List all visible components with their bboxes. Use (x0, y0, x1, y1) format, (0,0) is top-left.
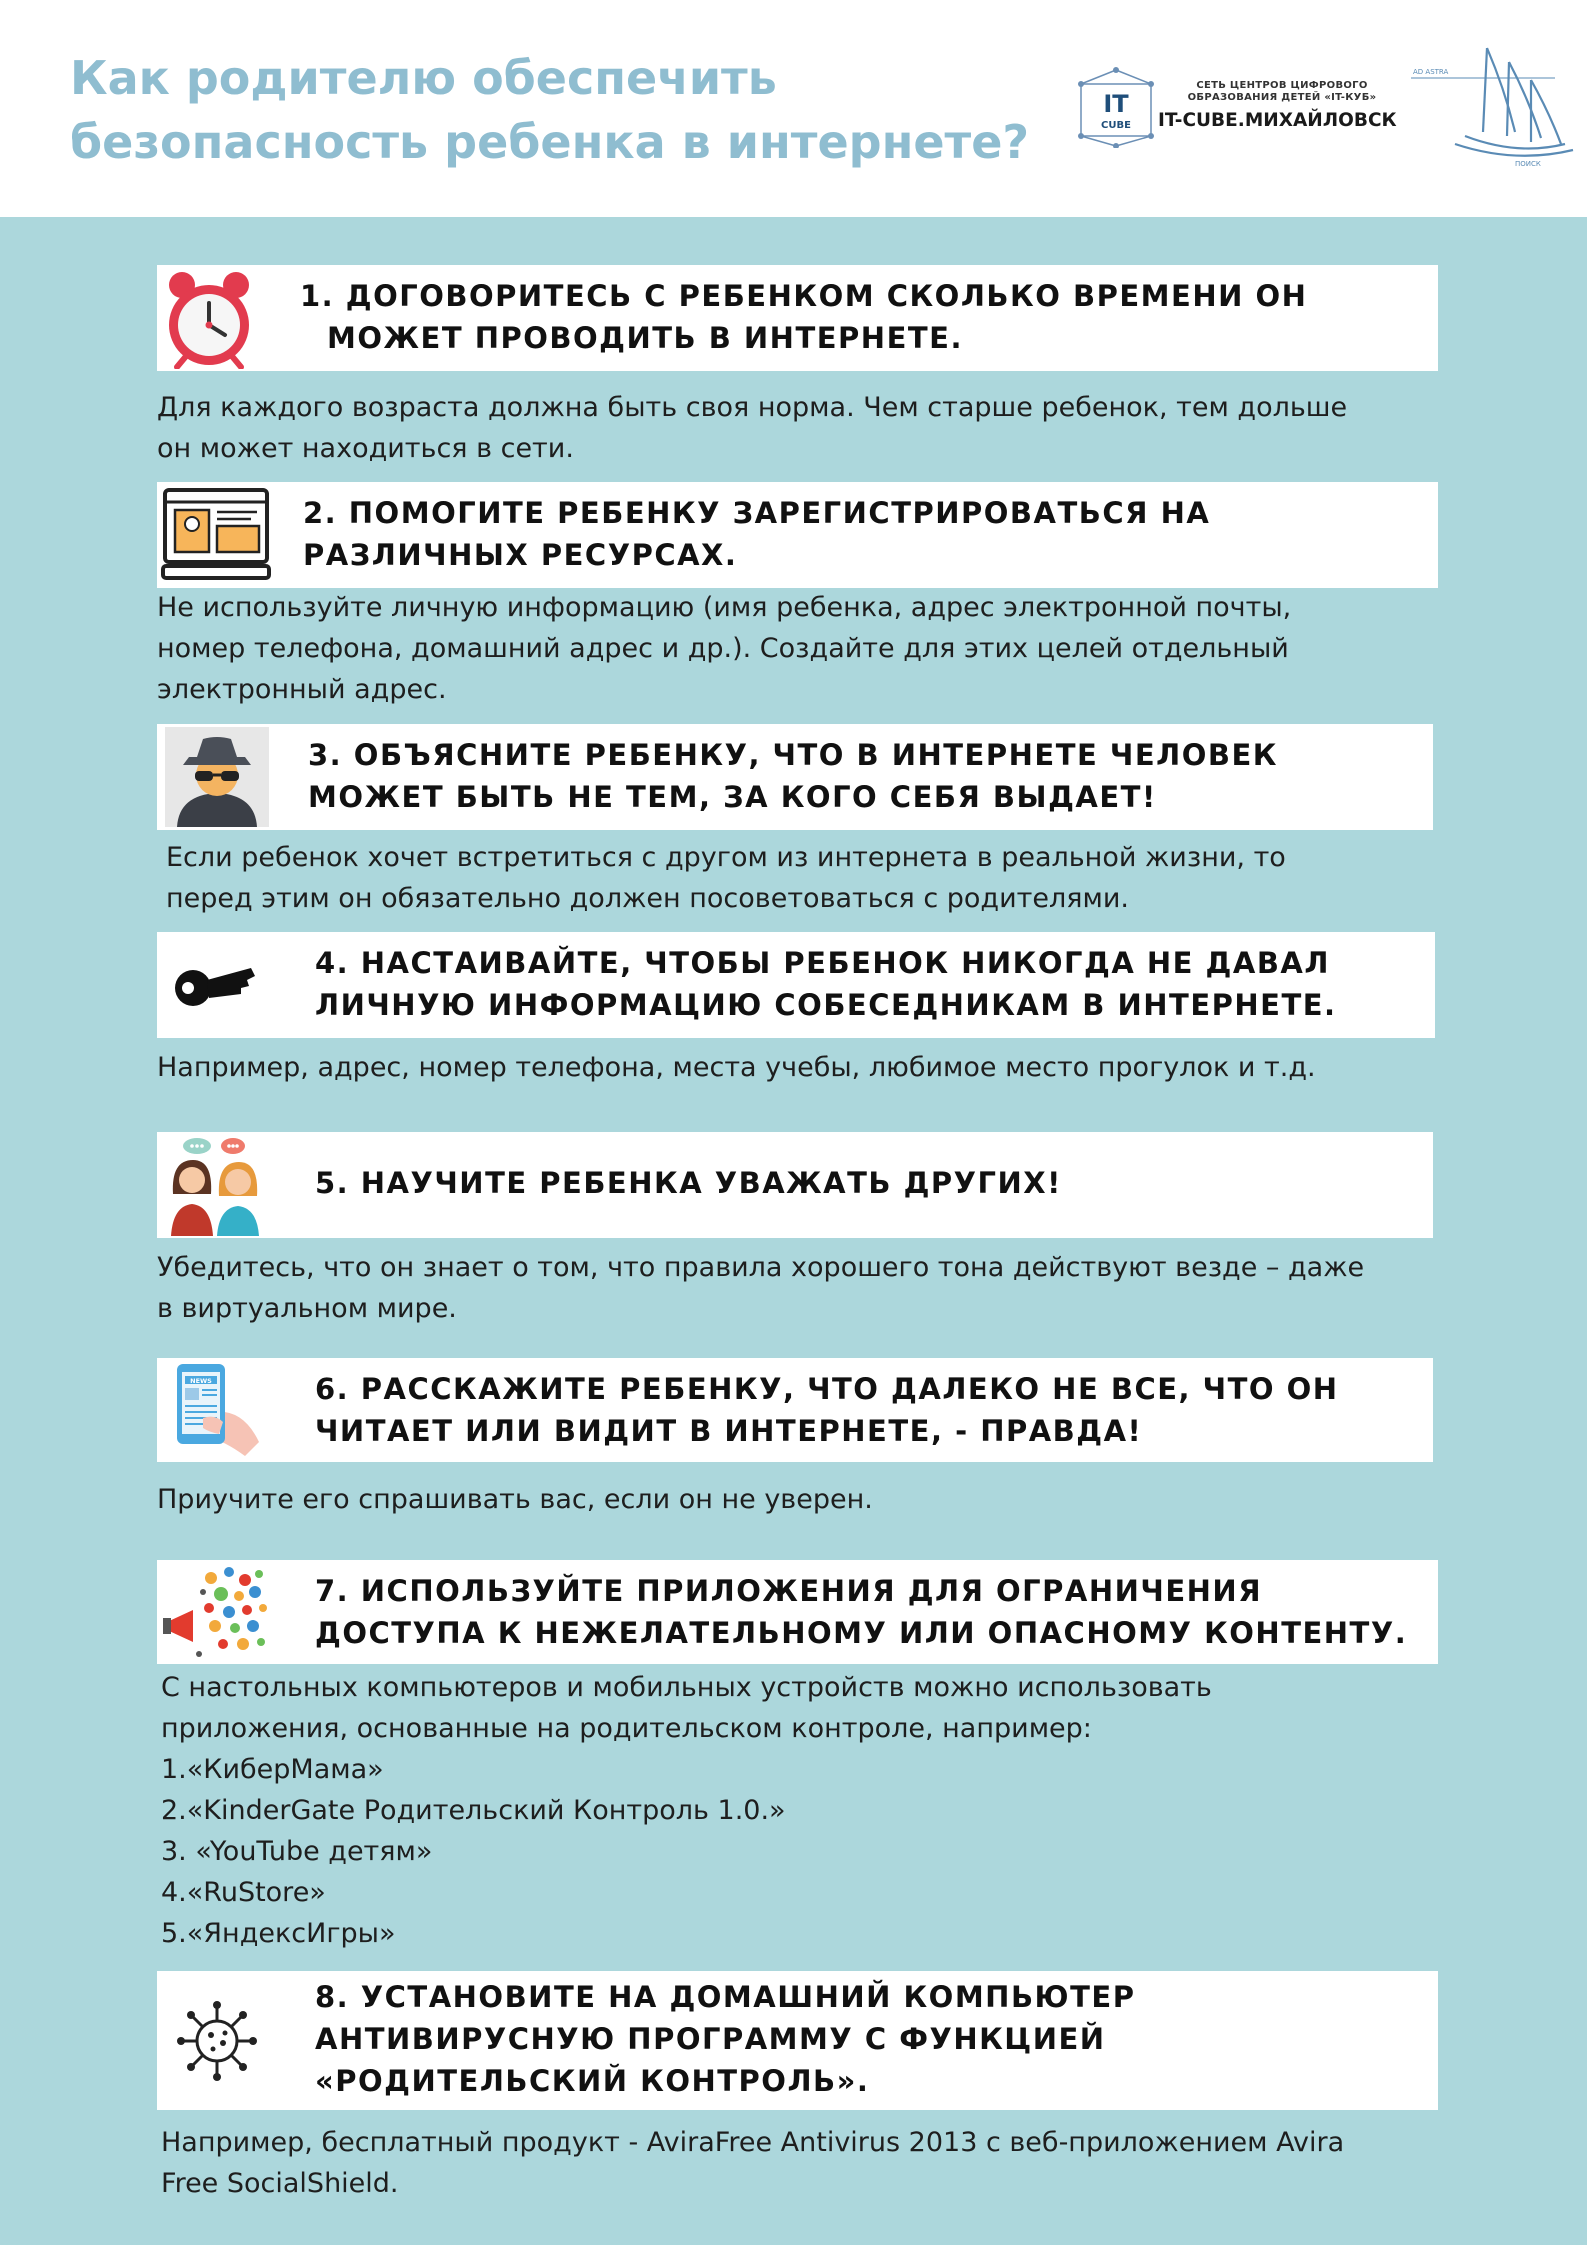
phone-news-icon (173, 1362, 265, 1458)
tip-body (157, 1047, 1316, 1088)
logo-name: IT-CUBE.МИХАЙЛОВСК (1158, 110, 1397, 131)
tip-body (161, 2122, 1344, 2204)
tip-body-line: приложения, основанные на родительском контроле, например: (161, 1713, 1092, 1744)
tip-card-4 (157, 932, 1435, 1038)
cube-letters: IT (1103, 90, 1129, 118)
tip-body-line: С настольных компьютеров и мобильных устройств можно использовать (161, 1672, 1212, 1703)
tip-title-line: ДОСТУПА К НЕЖЕЛАТЕЛЬНОМУ ИЛИ ОПАСНОМУ КОНТЕНТУ. (315, 1616, 1408, 1650)
tip-card-3 (157, 724, 1433, 830)
tip-title (303, 492, 1210, 576)
tip-title-line: ЛИЧНУЮ ИНФОРМАЦИЮ СОБЕСЕДНИКАМ В ИНТЕРНЕТЕ. (315, 988, 1337, 1022)
tip-body-line: 2.«KinderGate Родительский Контроль 1.0.» (161, 1795, 786, 1826)
logo-caption-line: ОБРАЗОВАНИЯ ДЕТЕЙ «IT-КУБ» (1187, 92, 1377, 103)
tip-body-line: Например, адрес, номер телефона, места учебы, любимое место прогулок и т.д. (157, 1052, 1316, 1083)
tip-title-line: «РОДИТЕЛЬСКИЙ КОНТРОЛЬ». (315, 2064, 870, 2098)
tip-body (157, 587, 1291, 710)
tip-body-line: он может находиться в сети. (157, 433, 574, 464)
cube-word: CUBE (1101, 120, 1131, 131)
tip-body-line: 4.«RuStore» (161, 1877, 326, 1908)
page-title (70, 46, 1070, 174)
logo-network-caption (1167, 80, 1397, 104)
tip-body-line: Если ребенок хочет встретиться с другом из интернета в реальной жизни, то (166, 842, 1286, 873)
tip-body-line: 5.«ЯндексИгры» (161, 1918, 396, 1949)
page-title-line: Как родителю обеспечить (70, 51, 777, 105)
megaphone-content-icon (163, 1562, 269, 1662)
tip-title-line: 1. ДОГОВОРИТЕСЬ С РЕБЕНКОМ СКОЛЬКО ВРЕМЕНИ ОН (300, 279, 1308, 313)
alarm-clock-icon (163, 267, 255, 369)
tip-title-line: МОЖЕТ ПРОВОДИТЬ В ИНТЕРНЕТЕ. (327, 321, 963, 355)
tip-card-2 (157, 482, 1438, 588)
tip-body-line: Для каждого возраста должна быть своя норма. Чем старше ребенок, тем дольше (157, 392, 1348, 423)
tip-title (315, 1976, 1135, 2102)
tip-body (161, 1667, 1212, 1954)
tip-card-5 (157, 1132, 1433, 1238)
tip-body-line: 1.«КиберМама» (161, 1754, 384, 1785)
tip-title-line: АНТИВИРУСНУЮ ПРОГРАММУ С ФУНКЦИЕЙ (315, 2022, 1106, 2056)
tip-body-line: Free SocialShield. (161, 2168, 399, 2199)
tip-body-line: Например, бесплатный продукт - AviraFree Antivirus 2013 с веб-приложением Avira (161, 2127, 1345, 2158)
tip-body-line: электронный адрес. (157, 674, 447, 705)
tip-body-line: Убедитесь, что он знает о том, что правила хорошего тона действуют везде – даже (157, 1252, 1365, 1283)
it-cube-logo-icon (1075, 66, 1157, 148)
tip-title-line: РАЗЛИЧНЫХ РЕСУРСАХ. (303, 538, 738, 572)
tip-title (308, 734, 1278, 818)
tip-card-7 (157, 1560, 1438, 1664)
tip-body (157, 387, 1347, 469)
content-panel (0, 217, 1587, 2245)
tip-body-line: Приучите его спрашивать вас, если он не уверен. (157, 1484, 873, 1515)
ad-astra-ship-logo-icon (1405, 40, 1575, 170)
virus-icon (175, 1999, 259, 2083)
tip-card-1 (157, 265, 1438, 371)
tip-body-line: в виртуальном мире. (157, 1293, 457, 1324)
tip-title-line: ЧИТАЕТ ИЛИ ВИДИТ В ИНТЕРНЕТЕ, - ПРАВДА! (315, 1414, 1143, 1448)
tip-body-line: Не используйте личную информацию (имя ребенка, адрес электронной почты, (157, 592, 1292, 623)
svg-text:NEWS: NEWS (190, 1377, 212, 1385)
tip-title (300, 275, 1307, 359)
tip-title (315, 942, 1337, 1026)
tip-title (315, 1368, 1339, 1452)
tip-title (315, 1570, 1407, 1654)
tip-title (315, 1162, 1062, 1204)
tip-body-line: перед этим он обязательно должен посоветоваться с родителями. (166, 883, 1129, 914)
page-title-line: безопасность ребенка в интернете? (70, 115, 1030, 169)
tip-title-line: 2. ПОМОГИТЕ РЕБЕНКУ ЗАРЕГИСТРИРОВАТЬСЯ НА (303, 496, 1211, 530)
tip-card-6 (157, 1358, 1433, 1462)
tip-body (166, 837, 1286, 919)
web-page-icon (161, 486, 271, 584)
tip-body-line: 3. «YouTube детям» (161, 1836, 433, 1867)
tip-body (157, 1479, 873, 1520)
logo-caption-line: СЕТЬ ЦЕНТРОВ ЦИФРОВОГО (1196, 80, 1368, 91)
tip-body (157, 1247, 1364, 1329)
tip-title-line: 5. НАУЧИТЕ РЕБЕНКА УВАЖАТЬ ДРУГИХ! (315, 1166, 1062, 1200)
header (0, 0, 1587, 217)
tip-title-line: 4. НАСТАИВАЙТЕ, ЧТОБЫ РЕБЕНОК НИКОГДА НЕ ДАВАЛ (315, 946, 1330, 980)
key-icon (173, 958, 257, 1014)
two-girls-chatting-icon (163, 1136, 267, 1236)
tip-title-line: 8. УСТАНОВИТЕ НА ДОМАШНИЙ КОМПЬЮТЕР (315, 1980, 1136, 2014)
tip-card-8 (157, 1971, 1438, 2110)
tip-title-line: 3. ОБЪЯСНИТЕ РЕБЕНКУ, ЧТО В ИНТЕРНЕТЕ ЧЕЛОВЕК (308, 738, 1278, 772)
partner-top-text: AD ASTRA (1413, 68, 1449, 76)
tip-body-line: номер телефона, домашний адрес и др.). Создайте для этих целей отдельный (157, 633, 1289, 664)
tip-title-line: 6. РАССКАЖИТЕ РЕБЕНКУ, ЧТО ДАЛЕКО НЕ ВСЕ, ЧТО ОН (315, 1372, 1339, 1406)
spy-icon (165, 727, 269, 827)
tip-title-line: МОЖЕТ БЫТЬ НЕ ТЕМ, ЗА КОГО СЕБЯ ВЫДАЕТ! (308, 780, 1157, 814)
tip-title-line: 7. ИСПОЛЬЗУЙТЕ ПРИЛОЖЕНИЯ ДЛЯ ОГРАНИЧЕНИЯ (315, 1574, 1263, 1608)
partner-bottom-text: ПОИСК (1515, 160, 1541, 168)
